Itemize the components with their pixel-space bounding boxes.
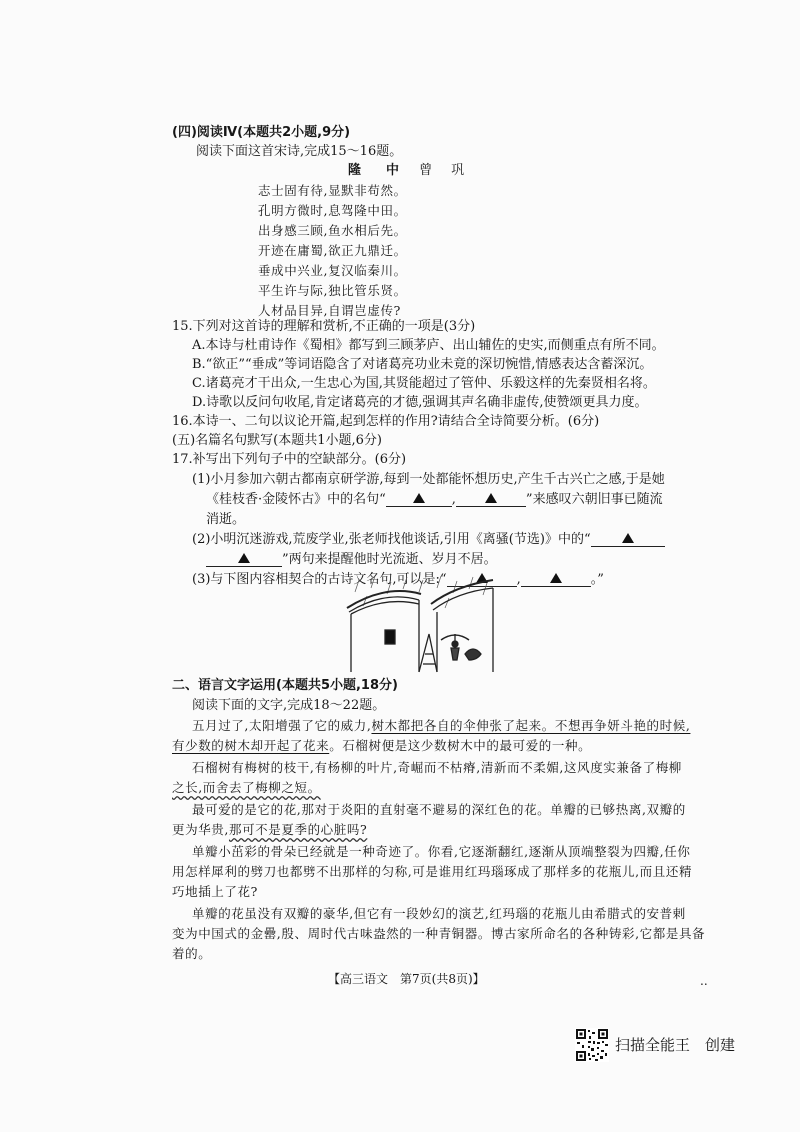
triangle-marker-icon xyxy=(622,533,634,543)
question-17-stem: 17.补写出下列句子中的空缺部分。(6分) xyxy=(172,452,407,467)
paragraph-1-line2: 有少数的树木却开起了花来。石榴树便是这少数树木中的最可爱的一种。 xyxy=(172,738,592,753)
q17-item2-line1: (2)小明沉迷游戏,荒废学业,张老师找他谈话,引用《离骚(节选)》中的“ xyxy=(192,531,665,549)
question-15-stem: 15.下列对这首诗的理解和赏析,不正确的一项是(3分) xyxy=(172,319,476,334)
part2-instruction: 阅读下面的文字,完成18～22题。 xyxy=(192,698,386,713)
q17-item1-line2: 《桂枝香·金陵怀古》中的名句“ , ”来感叹六朝旧事已随流 xyxy=(206,492,663,507)
answer-blank[interactable] xyxy=(456,491,526,507)
paragraph-3-line1: 最可爱的是它的花,那对于炎阳的直射毫不避易的深红色的花。单瓣的已够热离,双瓣的 xyxy=(192,802,686,817)
poem-line: 人材品目异,自谓岂虚传? xyxy=(258,303,401,318)
section-instruction: 阅读下面这首宋诗,完成15～16题。 xyxy=(196,144,403,159)
footer-dots: .. xyxy=(700,974,708,988)
poem-line: 出身感三顾,鱼水相后先。 xyxy=(258,223,407,238)
triangle-marker-icon xyxy=(550,573,562,583)
answer-blank[interactable] xyxy=(206,551,282,567)
paragraph-5-line1: 单瓣的花虽没有双瓣的豪华,但它有一段妙幻的演艺,红玛瑙的花瓶儿由希腊式的安普剌 xyxy=(192,906,686,921)
answer-blank[interactable] xyxy=(521,571,591,587)
paragraph-2-line1: 石榴树有梅树的枝干,有杨柳的叶片,奇崛而不枯瘠,清新而不柔媚,这风度实兼备了梅柳 xyxy=(192,760,682,775)
poem-line: 孔明方微时,息驾隆中田。 xyxy=(258,203,407,218)
poem-title: 隆 中 xyxy=(348,163,406,178)
answer-blank[interactable] xyxy=(386,491,452,507)
triangle-marker-icon xyxy=(485,493,497,503)
triangle-marker-icon xyxy=(238,553,250,563)
paragraph-4-line1: 单瓣小茁彩的骨朵已经就是一种奇迹了。你看,它逐渐翻红,逐渐从顶端整裂为四瓣,任你 xyxy=(192,844,691,859)
page-footer: 【高三语文 第7页(共8页)】 xyxy=(328,972,485,986)
paragraph-2-line2: 之长,而舍去了梅柳之短。 xyxy=(172,780,321,795)
section-heading: (四)阅读Ⅳ(本题共2小题,9分) xyxy=(172,125,351,140)
part2-heading: 二、语言文字运用(本题共5小题,18分) xyxy=(172,678,398,693)
option-a: A.本诗与杜甫诗作《蜀相》都写到三顾茅庐、出山辅佐的史实,而侧重点有所不同。 xyxy=(192,338,665,353)
poem-line: 志士固有待,显默非苟然。 xyxy=(258,183,407,198)
poem-line: 平生许与际,独比管乐贤。 xyxy=(258,283,407,298)
paragraph-4-line3: 巧地插上了花? xyxy=(172,884,258,899)
q17-item2-line2: ”两句来提醒他时光流逝、岁月不居。 xyxy=(206,551,497,569)
paragraph-3-line2: 更为华贵,那可不是夏季的心脏吗? xyxy=(172,822,368,837)
q17-item1-line1: (1)小月参加六朝古都南京研学游,每到一处都能怀想历史,产生千古兴亡之感,于是她 xyxy=(192,472,665,487)
q17-item1-line3: 消逝。 xyxy=(206,512,246,527)
triangle-marker-icon xyxy=(413,493,425,503)
poem-line: 开迹在庸蜀,欲正九鼎迁。 xyxy=(258,243,407,258)
paragraph-5-line3: 着的。 xyxy=(172,946,212,961)
poem-author: 曾 巩 xyxy=(419,163,468,178)
q17-item3: (3)与下图内容相契合的古诗文名句,可以是:“ , 。” xyxy=(192,572,604,587)
poem-line: 垂成中兴业,复汉临秦川。 xyxy=(258,263,407,278)
option-d: D.诗歌以反问句收尾,肯定诸葛亮的才德,强调其声名确非虚传,使赞颂更具力度。 xyxy=(192,395,648,410)
question-16: 16.本诗一、二句以议论开篇,起到怎样的作用?请结合全诗简要分析。(6分) xyxy=(172,414,600,429)
option-b: B.“欲正”“垂成”等词语隐含了对诸葛亮功业未竟的深切惋惜,情感表达含蓄深沉。 xyxy=(192,357,653,372)
qr-code-icon xyxy=(575,1028,609,1062)
option-c: C.诸葛亮才干出众,一生忠心为国,其贤能超过了管仲、乐毅这样的先秦贤相名将。 xyxy=(192,376,656,391)
scanner-label: 扫描全能王 创建 xyxy=(615,1036,736,1054)
paragraph-5-line2: 变为中国式的金罍,殷、周时代古味盎然的一种青铜器。博古家所命名的各种铸彩,它都是具备 xyxy=(172,926,706,941)
poem-header xyxy=(348,162,467,180)
paragraph-4-line2: 用怎样犀利的劈刀也都劈不出那样的匀称,可是谁用红玛瑙琢成了那样多的花瓶儿,而且还精 xyxy=(172,864,693,879)
paragraph-1-line1: 五月过了,太阳增强了它的威力,树木都把各自的伞伸张了起来。不想再争妍斗艳的时候, xyxy=(192,718,691,733)
rainy-alley-illustration xyxy=(345,574,495,674)
answer-blank[interactable] xyxy=(591,531,665,547)
section5-heading: (五)名篇名句默写(本题共1小题,6分) xyxy=(172,433,382,448)
